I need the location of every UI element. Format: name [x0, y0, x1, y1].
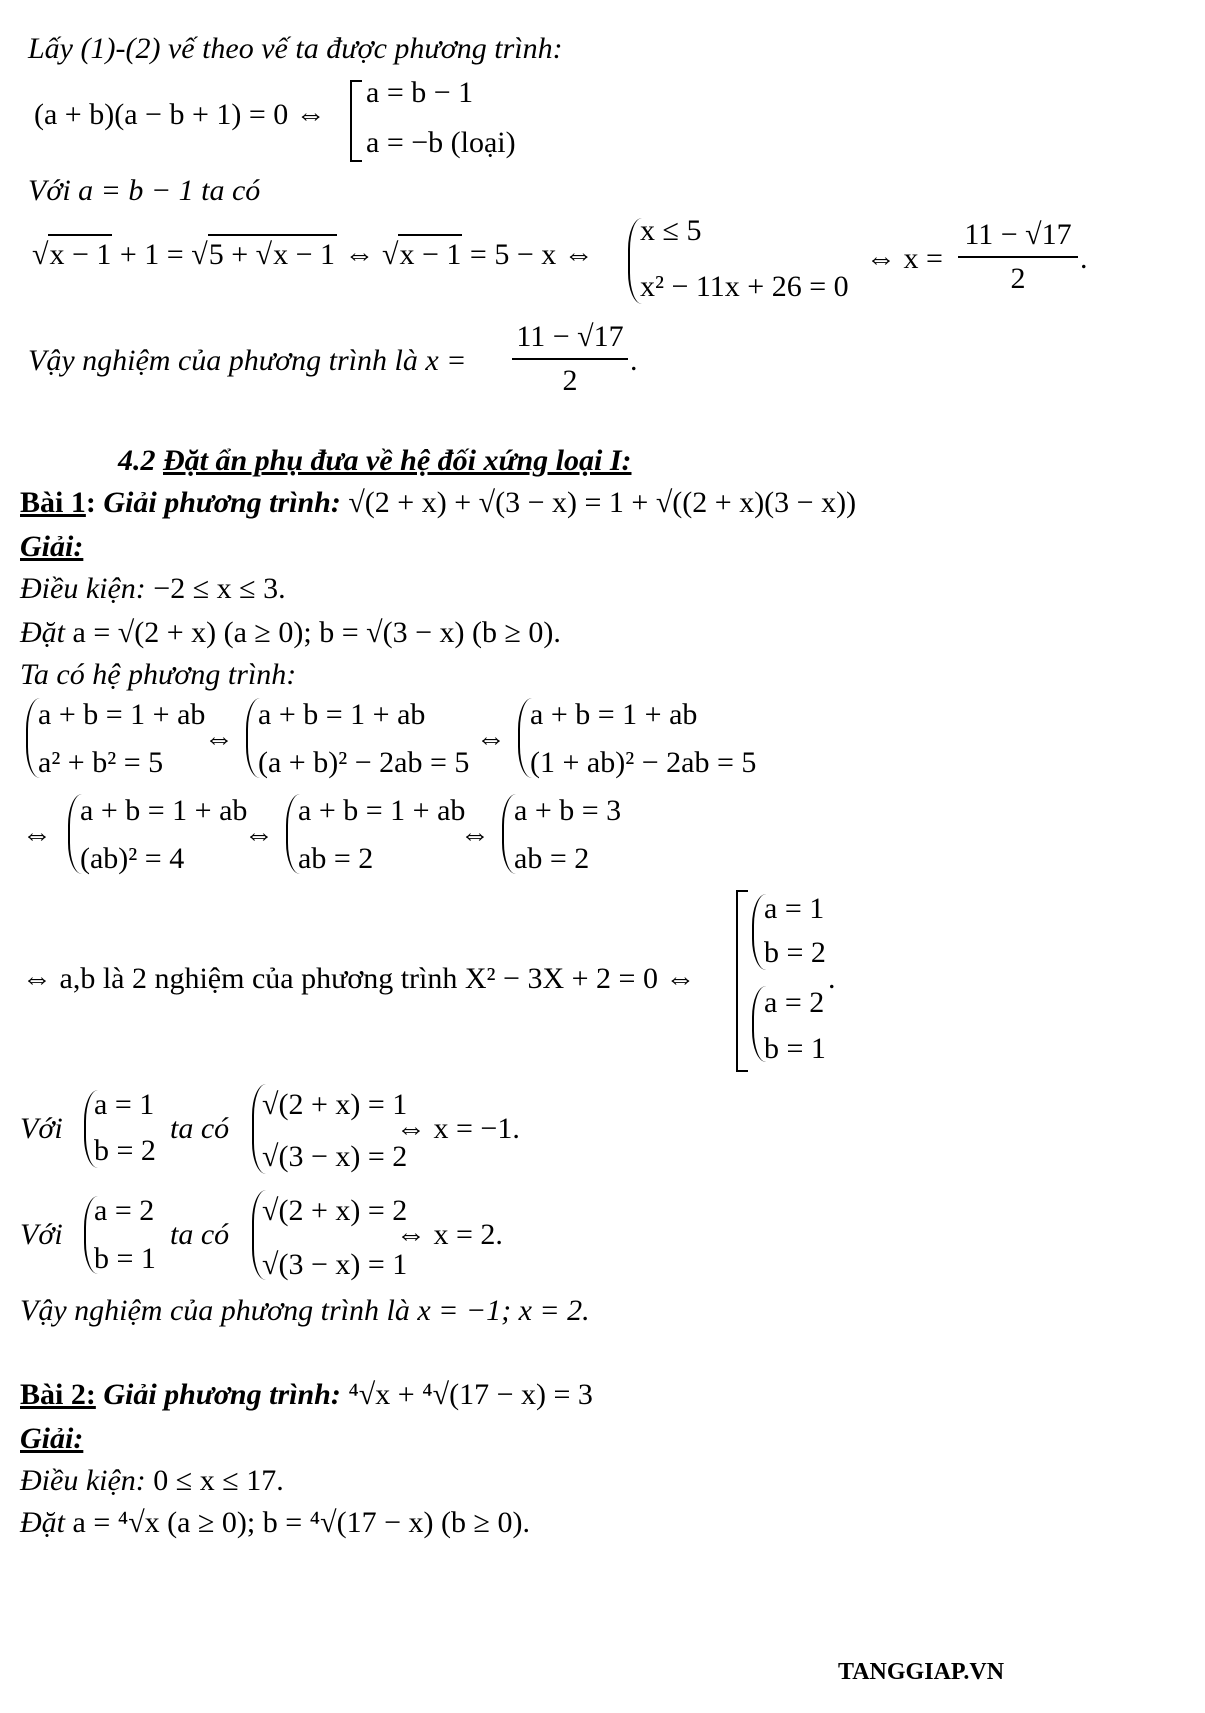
substitution-line: Đặt a = ⁴√x (a ≥ 0); b = ⁴√(17 − x) (b ≥ 0).	[20, 1506, 530, 1539]
root-line: a = 1	[764, 892, 825, 925]
substitution-line: Đặt a = √(2 + x) (a ≥ 0); b = √(3 − x) (b ≥ 0).	[20, 616, 561, 649]
bai1-heading: Bài 1: Giải phương trình: √(2 + x) + √(3 − x) = 1 + √((2 + x)(3 − x))	[20, 486, 857, 519]
bai1-label: Bài 1	[20, 486, 86, 519]
section-heading	[118, 446, 632, 476]
system-intro: Ta có hệ phương trình:	[20, 658, 297, 691]
system-line: ab = 2	[514, 842, 590, 875]
fraction	[958, 220, 1078, 294]
radicand: x − 1	[398, 234, 462, 271]
system-line: a² + b² = 5	[38, 746, 164, 779]
case-with: Với	[20, 1112, 63, 1145]
system-line: a + b = 1 + ab	[80, 794, 248, 827]
section-number: 4.2	[118, 444, 156, 477]
substitution: a = ⁴√x (a ≥ 0); b = ⁴√(17 − x) (b ≥ 0).	[72, 1506, 530, 1539]
intro-line: Lấy (1)-(2) vế theo vế ta được phương trình:	[28, 32, 563, 65]
bai2-equation: ⁴√x + ⁴√(17 − x) = 3	[348, 1378, 593, 1411]
bai1-title: Giải phương trình:	[103, 486, 341, 519]
case-b: a = −b (loại)	[366, 126, 516, 159]
root-line: b = 2	[764, 936, 826, 969]
conclusion: Vậy nghiệm của phương trình là x =	[28, 344, 467, 377]
system-line: (ab)² = 4	[80, 842, 185, 875]
equiv: ⇔	[204, 722, 234, 755]
system-line: a + b = 3	[514, 794, 622, 827]
substitution: a = √(2 + x) (a ≥ 0); b = √(3 − x) (b ≥ 0).	[72, 616, 561, 649]
bai2-label: Bài 2:	[20, 1378, 96, 1411]
root-line: b = 1	[764, 1032, 826, 1065]
period: .	[1080, 242, 1088, 275]
case-result: ⇔ x = −1.	[396, 1112, 520, 1145]
equiv-x: ⇔ x =	[866, 242, 943, 275]
case-taco: ta có	[170, 1218, 230, 1251]
denominator: 2	[1010, 262, 1026, 295]
case-line: b = 2	[94, 1134, 156, 1167]
condition: −2 ≤ x ≤ 3.	[153, 572, 286, 605]
numerator: 11 − √17	[516, 320, 624, 353]
period: .	[828, 962, 836, 995]
case-with: Với	[20, 1218, 63, 1251]
numerator: 11 − √17	[964, 218, 1072, 251]
case-a: a = b − 1	[366, 76, 474, 109]
denominator: 2	[562, 364, 578, 397]
watermark: TANGGIAP.VN	[838, 1659, 1005, 1685]
system-line: a + b = 1 + ab	[258, 698, 426, 731]
system-line: (a + b)² − 2ab = 5	[258, 746, 470, 779]
case-line: a = 1	[94, 1088, 155, 1121]
equiv: ⇔	[244, 818, 274, 851]
bracket	[736, 890, 748, 1072]
with-line: Với a = b − 1 ta có	[28, 174, 261, 207]
eq-part: + 1 =	[119, 238, 184, 271]
solution-heading: Giải:	[20, 530, 84, 563]
equiv: ⇔	[22, 818, 52, 851]
case-line: b = 1	[94, 1242, 156, 1275]
radicand: 5 +	[208, 238, 249, 271]
period: .	[630, 344, 638, 377]
equiv: ⇔	[344, 238, 375, 271]
case-line: √(3 − x) = 2	[262, 1140, 408, 1173]
fraction	[512, 322, 628, 396]
bai1-conclusion: Vậy nghiệm của phương trình là x = −1; x = 2.	[20, 1294, 590, 1327]
condition: 0 ≤ x ≤ 17.	[153, 1464, 284, 1497]
system-line: a + b = 1 + ab	[530, 698, 698, 731]
equation-factor: (a + b)(a − b + 1) = 0 ⇔	[34, 98, 326, 131]
system-line: x ≤ 5	[640, 214, 702, 247]
equiv: ⇔	[460, 818, 490, 851]
radicand: x − 1	[272, 234, 336, 271]
system-line: x² − 11x + 26 = 0	[640, 270, 849, 303]
bai2-heading	[20, 1380, 593, 1410]
case-line: √(2 + x) = 1	[262, 1088, 408, 1121]
system-line: ab = 2	[298, 842, 374, 875]
system-line: a + b = 1 + ab	[38, 698, 206, 731]
eq-part: = 5 − x ⇔	[469, 238, 594, 271]
case-line: √(3 − x) = 1	[262, 1248, 408, 1281]
equiv: ⇔	[476, 722, 506, 755]
case-line: √(2 + x) = 2	[262, 1194, 408, 1227]
bai1-equation: √(2 + x) + √(3 − x) = 1 + √((2 + x)(3 − x))	[348, 486, 857, 519]
system-line: (1 + ab)² − 2ab = 5	[530, 746, 757, 779]
radicand: x − 1	[48, 234, 112, 271]
section-title: Đặt ẩn phụ đưa về hệ đối xứng loại I:	[163, 444, 632, 477]
condition-line: Điều kiện: −2 ≤ x ≤ 3.	[20, 572, 286, 605]
bracket	[350, 80, 362, 162]
bai2-title: Giải phương trình:	[103, 1378, 341, 1411]
case-taco: ta có	[170, 1112, 230, 1145]
root-line: a = 2	[764, 986, 825, 1019]
radical-equation: √x − 1 + 1 = √5 + √x − 1 ⇔ √x − 1 = 5 − x ⇔	[32, 240, 594, 270]
condition-line: Điều kiện: 0 ≤ x ≤ 17.	[20, 1464, 284, 1497]
solution-heading: Giải:	[20, 1422, 84, 1455]
system-line: a + b = 1 + ab	[298, 794, 466, 827]
case-result: ⇔ x = 2.	[396, 1218, 503, 1251]
roots-line: ⇔ a,b là 2 nghiệm của phương trình X² − 3X + 2 = 0 ⇔	[22, 962, 696, 995]
case-line: a = 2	[94, 1194, 155, 1227]
